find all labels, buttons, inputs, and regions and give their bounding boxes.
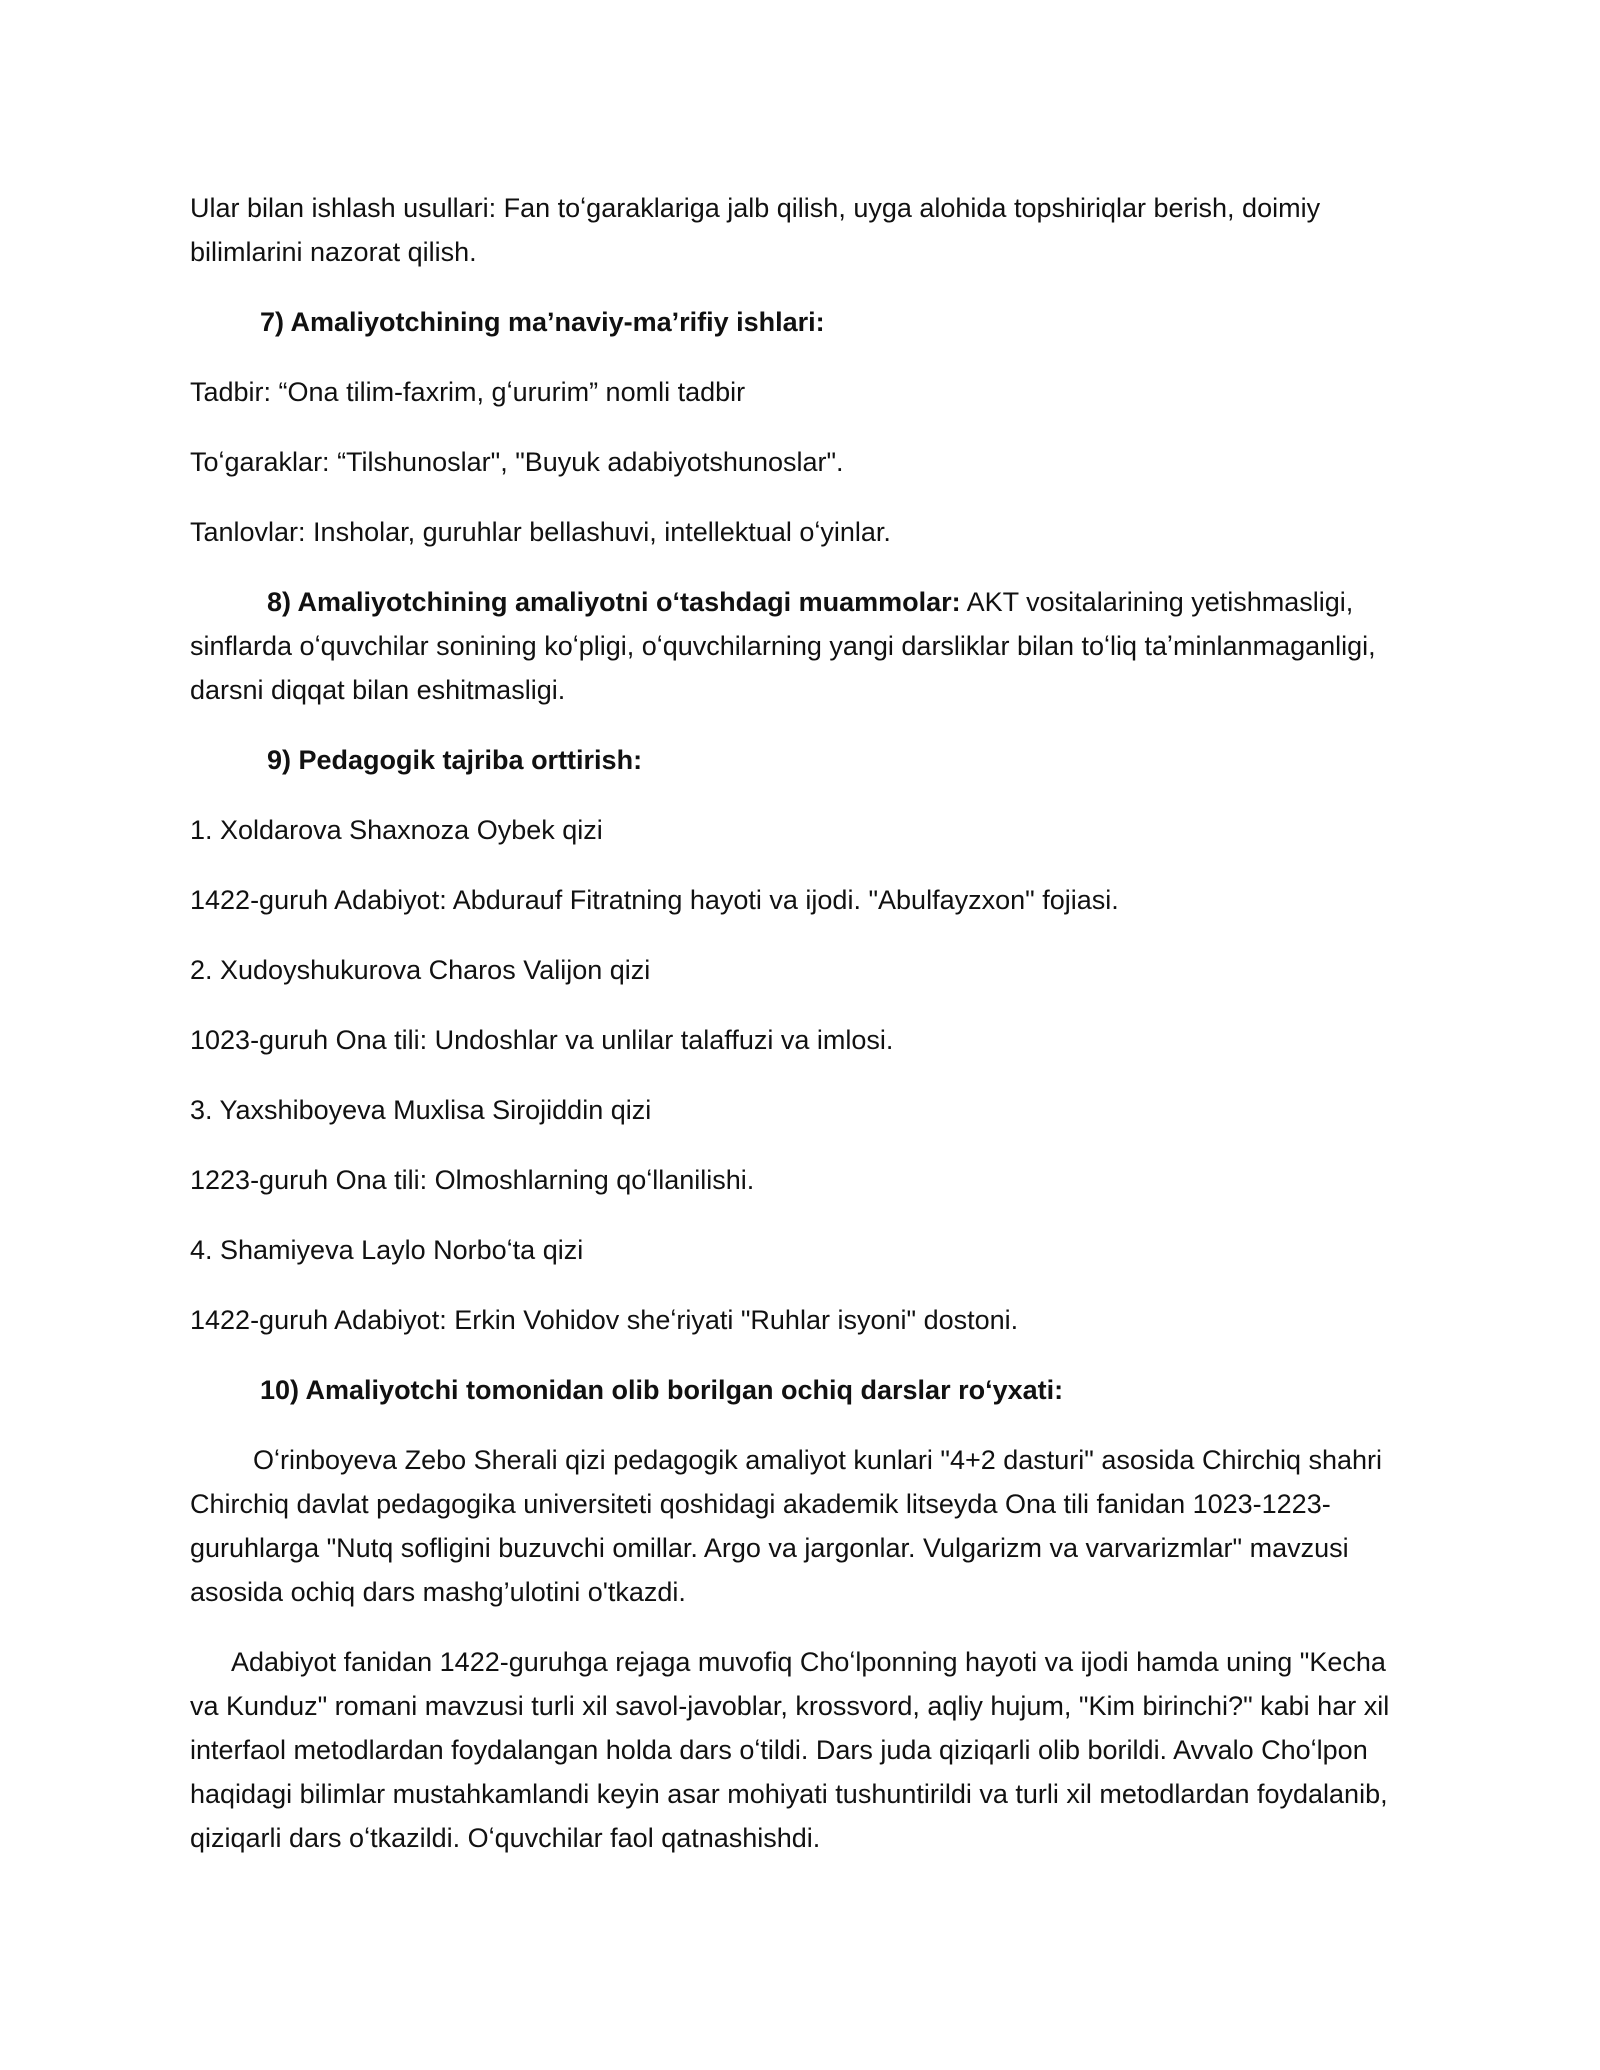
list-item-lesson-4: 1422-guruh Adabiyot: Erkin Vohidov sheʻriyati "Ruhlar isyoni" dostoni. <box>190 1305 1019 1335</box>
document-page <box>190 186 1420 1886</box>
paragraph-methods: Ular bilan ishlash usullari: Fan toʻgaraklariga jalb qilish, uyga alohida topshiriqlar berish, doimiy bilimlarini nazorat qilish. <box>190 193 1321 267</box>
paragraph-tanlovlar: Tanlovlar: Insholar, guruhlar bellashuvi, intellektual oʻyinlar. <box>190 517 891 547</box>
paragraph-togaraklar: Toʻgaraklar: “Tilshunoslar", "Buyuk adabiyotshunoslar". <box>190 447 844 477</box>
list-item-lesson-2: 1023-guruh Ona tili: Undoshlar va unlilar talaffuzi va imlosi. <box>190 1025 894 1055</box>
list-item-lesson-1: 1422-guruh Adabiyot: Abdurauf Fitratning hayoti va ijodi. "Abulfayzxon" fojiasi. <box>190 885 1119 915</box>
list-item-student-3: 3. Yaxshiboyeva Muxlisa Sirojiddin qizi <box>190 1095 652 1125</box>
paragraph-section-8 <box>190 580 1420 712</box>
heading-section-8: 8) Amaliyotchining amaliyotni oʻtashdagi muammolar: <box>267 587 961 617</box>
list-item-student-1: 1. Xoldarova Shaxnoza Oybek qizi <box>190 815 603 845</box>
heading-section-7: 7) Amaliyotchining maʼnaviy-maʼrifiy ishlari: <box>260 307 825 337</box>
paragraph-tadbir: Tadbir: “Ona tilim-faxrim, gʻururim” nomli tadbir <box>190 377 746 407</box>
heading-section-9: 9) Pedagogik tajriba orttirish: <box>267 745 643 775</box>
list-item-student-2: 2. Xudoyshukurova Charos Valijon qizi <box>190 955 651 985</box>
paragraph-open-lesson-2: Adabiyot fanidan 1422-guruhga rejaga muvofiq Choʻlponning hayoti va ijodi hamda uning "Kecha va Kunduz" romani mavzusi turli xil savol-javoblar, krossvord, aqliy hujum, "Kim birinchi?" kabi har xil interfaol metodlardan foydalangan holda dars oʻtildi. Dars juda qiziqarli olib borildi. Avvalo Choʻlpon haqidagi bilimlar mustahkamlandi keyin asar mohiyati tushuntirildi va turli xil metodlardan foydalanib, qiziqarli dars oʻtkazildi. Oʻquvchilar faol qatnashishdi. <box>190 1647 1390 1853</box>
list-item-student-4: 4. Shamiyeva Laylo Norboʻta qizi <box>190 1235 584 1265</box>
paragraph-open-lesson-1: Oʻrinboyeva Zebo Sherali qizi pedagogik amaliyot kunlari "4+2 dasturi" asosida Chirchiq shahri Chirchiq davlat pedagogika universiteti qoshidagi akademik litseyda Ona tili fanidan 1023-1223-guruhlarga "Nutq sofligini buzuvchi omillar. Argo va jargonlar. Vulgarizm va varvarizmlar" mavzusi asosida ochiq dars mashg’ulotini o'tkazdi. <box>190 1445 1383 1607</box>
list-item-lesson-3: 1223-guruh Ona tili: Olmoshlarning qoʻllanilishi. <box>190 1165 755 1195</box>
heading-section-10: 10) Amaliyotchi tomonidan olib borilgan ochiq darslar roʻyxati: <box>260 1375 1064 1405</box>
section-8-body: AKT vositalarining yetishmasligi, sinflarda oʻquvchilar sonining koʻpligi, oʻquvchilarning yangi darsliklar bilan toʻliq taʼminlanmaganligi, darsni diqqat bilan eshitmasligi. <box>190 587 1376 705</box>
